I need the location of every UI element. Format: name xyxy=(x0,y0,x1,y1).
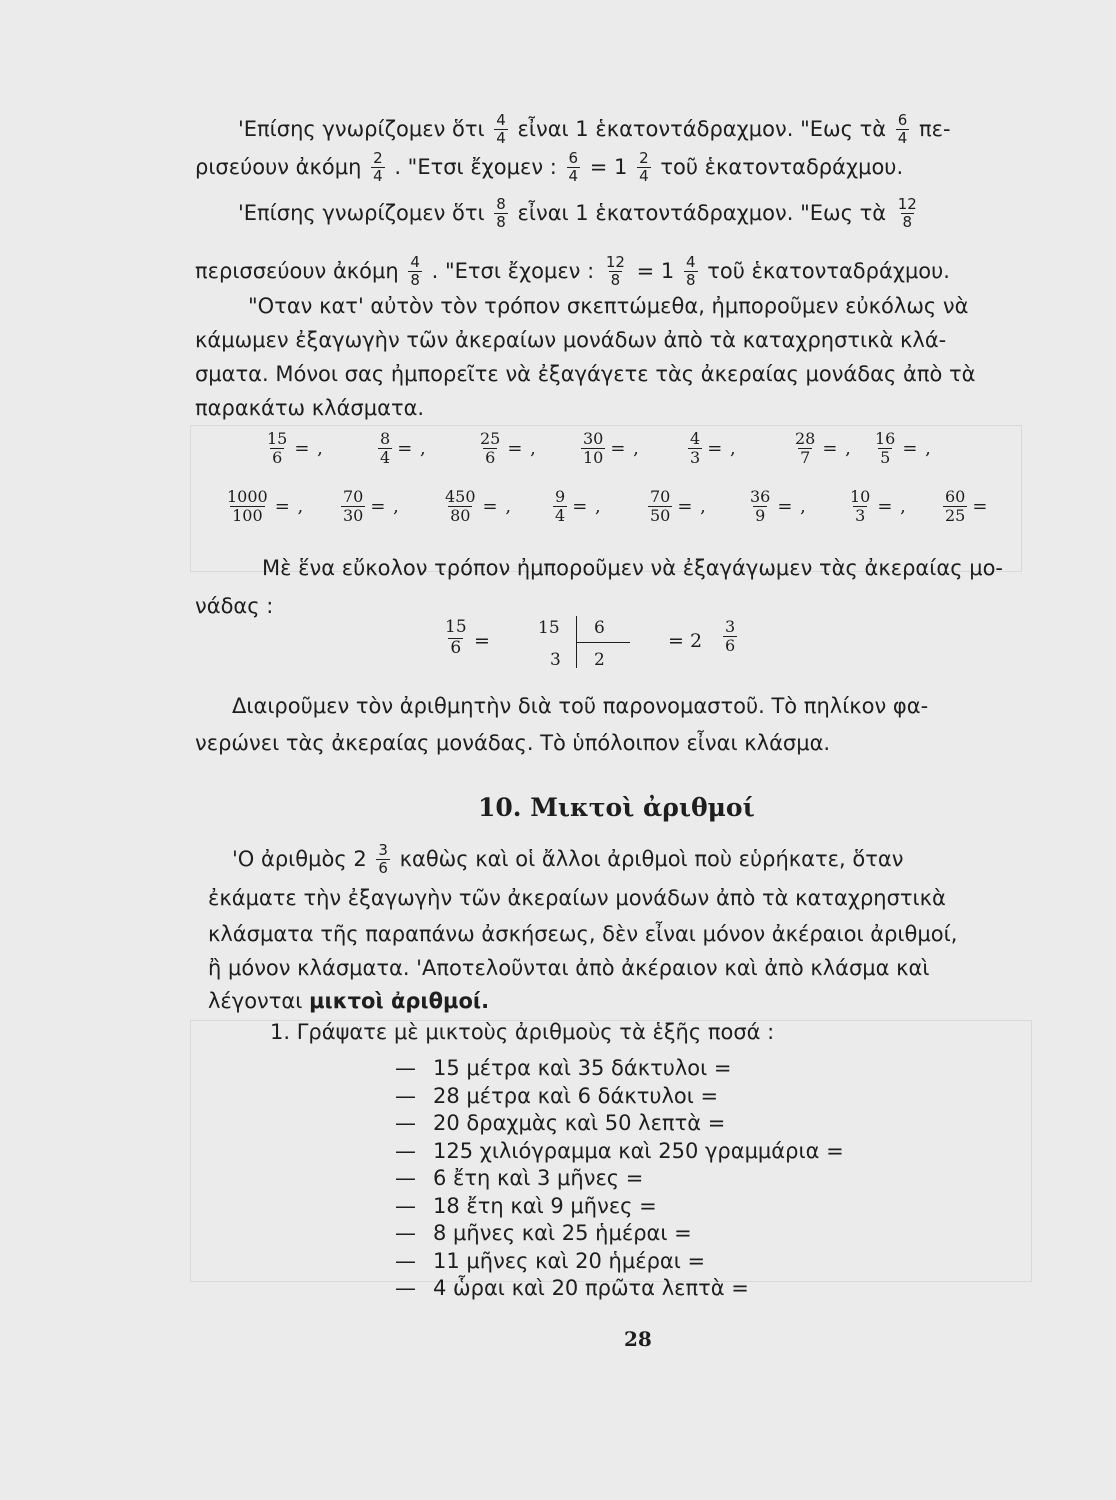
denominator: 4 xyxy=(897,129,908,148)
denominator: 4 xyxy=(380,448,391,468)
section-title: 10. Μικτοὶ ἀριθμοί xyxy=(478,793,755,822)
numerator: 4 xyxy=(685,253,696,271)
text-line: νάδας : xyxy=(195,594,274,618)
fraction-exercise xyxy=(550,488,602,526)
division-example xyxy=(440,616,760,676)
numerator: 4 xyxy=(690,429,701,448)
denominator: 4 xyxy=(639,167,649,186)
list-item-text: 20 δραχμὰς καὶ 50 λεπτὰ = xyxy=(433,1111,726,1135)
denominator: 8 xyxy=(496,213,506,232)
list-dash: — xyxy=(395,1111,416,1135)
fraction-exercise xyxy=(375,430,427,468)
mixed-number-list xyxy=(395,1056,915,1316)
list-dash: — xyxy=(395,1166,416,1190)
numerator: 9 xyxy=(555,487,566,506)
denominator: 80 xyxy=(450,506,471,526)
denominator: 3 xyxy=(690,448,701,468)
fraction xyxy=(371,150,385,186)
list-dash: — xyxy=(395,1083,416,1108)
result-whole: = 2 xyxy=(668,630,703,652)
text-span: τοῦ ἑκατονταδράχμου. xyxy=(660,154,904,179)
numerator: 16 xyxy=(875,429,896,448)
fraction xyxy=(943,488,967,526)
denominator: 25 xyxy=(945,506,966,526)
list-dash: — xyxy=(395,1193,416,1218)
text-line: ἐκάματε τὴν ἐξαγωγὴν τῶν ἀκεραίων μονάδων ἀπὸ τὰ καταχρηστικὰ xyxy=(208,886,946,910)
numerator: 4 xyxy=(410,253,420,271)
list-dash: — xyxy=(395,1221,416,1245)
numerator: 60 xyxy=(945,487,966,506)
division-underline xyxy=(576,642,630,643)
numerator: 70 xyxy=(650,487,671,506)
text-span: . "Ετσι ἔχομεν : xyxy=(431,258,595,283)
fraction xyxy=(684,254,698,290)
denominator: 8 xyxy=(610,271,621,290)
equals-blank: = , xyxy=(777,496,807,518)
text-span: 'Ο ἀριθμὸς 2 xyxy=(232,846,367,871)
denominator: 8 xyxy=(902,213,913,232)
numerator: 2 xyxy=(639,149,649,167)
text-line: νερώνει τὰς ἀκεραίας μονάδας. Τὸ ὑπόλοιπον εἶναι κλάσμα. xyxy=(195,731,831,755)
fraction xyxy=(637,150,651,186)
equals-blank: = , xyxy=(507,438,537,460)
fraction-exercise xyxy=(222,488,304,526)
fraction xyxy=(648,488,672,526)
text-span: ρισεύουν ἀκόμη xyxy=(195,154,362,179)
denominator: 8 xyxy=(410,271,420,290)
numerator: 12 xyxy=(605,253,625,271)
fraction-exercise xyxy=(578,430,640,468)
fraction xyxy=(896,196,919,232)
list-item-text: 8 μῆνες καὶ 25 ἡμέραι = xyxy=(433,1221,692,1245)
numerator: 1000 xyxy=(227,487,268,506)
text-span: 'Επίσης γνωρίζομεν ὅτι xyxy=(238,200,485,225)
equals-blank: = , xyxy=(572,496,602,518)
dividend: 15 xyxy=(538,618,560,638)
fraction xyxy=(553,488,567,526)
equals-blank: = , xyxy=(877,496,907,518)
numerator: 6 xyxy=(897,111,908,129)
fraction-exercise xyxy=(475,430,537,468)
equals-blank: = , xyxy=(294,438,324,460)
numerator: 450 xyxy=(445,487,476,506)
fraction-exercise-row xyxy=(0,488,1116,538)
list-dash: — xyxy=(395,1248,416,1273)
denominator: 8 xyxy=(685,271,696,290)
equals-blank: = , xyxy=(397,438,427,460)
list-item-text: 4 ὧραι καὶ 20 πρῶτα λεπτὰ = xyxy=(433,1276,749,1300)
numerator: 12 xyxy=(897,195,917,213)
list-item xyxy=(395,1166,643,1190)
equals-blank: = xyxy=(972,496,989,518)
fraction xyxy=(581,430,605,468)
numerator: 2 xyxy=(373,149,383,167)
fraction-exercise xyxy=(685,430,737,468)
list-item xyxy=(395,1056,732,1080)
equals-blank: = , xyxy=(274,496,305,518)
text-line: Διαιροῦμεν τὸν ἀριθμητὴν διὰ τοῦ παρονομαστοῦ. Τὸ πηλίκον φα- xyxy=(232,694,929,718)
fraction-exercise xyxy=(745,488,807,526)
list-item-text: 11 μῆνες καὶ 20 ἡμέραι = xyxy=(433,1248,706,1273)
equals-blank: = , xyxy=(822,438,852,460)
fraction xyxy=(793,430,817,468)
fraction xyxy=(848,488,872,526)
fraction xyxy=(688,430,702,468)
fraction xyxy=(873,430,897,468)
text-span: εἶναι 1 ἑκατοντάδραχμον. "Εως τὰ xyxy=(517,116,887,141)
list-dash: — xyxy=(395,1056,416,1080)
numerator: 6 xyxy=(568,149,579,167)
numerator: 25 xyxy=(480,429,501,448)
denominator: 6 xyxy=(725,636,736,656)
fraction-exercise xyxy=(790,430,852,468)
fraction xyxy=(225,488,270,526)
denominator: 6 xyxy=(450,637,462,658)
numerator: 15 xyxy=(267,429,288,448)
fraction xyxy=(896,112,910,148)
list-item-text: 15 μέτρα καὶ 35 δάκτυλοι = xyxy=(433,1056,732,1080)
fraction-exercise xyxy=(940,488,988,526)
equals-blank: = , xyxy=(707,438,737,460)
quotient: 2 xyxy=(594,650,605,670)
list-item xyxy=(395,1249,705,1273)
list-dash: — xyxy=(395,1138,416,1163)
text-line xyxy=(238,196,922,232)
denominator: 50 xyxy=(650,506,671,526)
fraction-exercise xyxy=(440,488,512,526)
numerator: 8 xyxy=(496,195,506,213)
equals-blank: = , xyxy=(610,438,640,460)
text-line: ἢ μόνον κλάσματα. 'Αποτελοῦνται ἀπὸ ἀκέραιον καὶ ἀπὸ κλάσμα καὶ xyxy=(208,956,930,980)
text-line: παρακάτω κλάσματα. xyxy=(195,396,425,420)
equals-blank: = , xyxy=(482,496,513,518)
text-line: σματα. Μόνοι σας ἠμπορεῖτε νὰ ἐξαγάγετε τὰς ἀκεραίας μονάδας ἀπὸ τὰ xyxy=(195,362,976,386)
list-item xyxy=(395,1221,692,1245)
text-span: εἶναι 1 ἑκατοντάδραχμον. "Εως τὰ xyxy=(517,200,887,225)
denominator: 4 xyxy=(373,167,383,186)
fraction xyxy=(604,254,627,290)
list-item-text: 6 ἔτη καὶ 3 μῆνες = xyxy=(433,1166,644,1190)
divisor: 6 xyxy=(594,618,605,638)
equals-blank: = , xyxy=(677,496,707,518)
equals-blank: = , xyxy=(370,496,400,518)
text-line: κλάσματα τῆς παραπάνω ἀσκήσεως, δὲν εἶναι μόνον ἀκέραιοι ἀριθμοί, xyxy=(208,922,958,946)
fraction xyxy=(443,488,478,526)
fraction-exercise xyxy=(845,488,907,526)
fraction xyxy=(408,254,422,290)
denominator: 10 xyxy=(583,448,604,468)
denominator: 6 xyxy=(485,448,496,468)
fraction xyxy=(265,430,289,468)
numerator: 70 xyxy=(343,487,364,506)
exercise-title: 1. Γράψατε μὲ μικτοὺς ἀριθμοὺς τὰ ἑξῆς ποσά : xyxy=(270,1020,775,1044)
equals-blank: = , xyxy=(902,438,932,460)
fraction xyxy=(443,618,469,658)
numerator: 30 xyxy=(583,429,604,448)
text-span: . "Ετσι ἔχομεν : xyxy=(394,154,557,179)
denominator: 100 xyxy=(232,506,263,526)
text-line xyxy=(238,112,951,148)
fraction-exercise xyxy=(338,488,400,526)
text-line xyxy=(232,842,903,878)
text-line: "Οταν κατ' αὐτὸν τὸν τρόπον σκεπτώμεθα, ἠμποροῦμεν εὐκόλως νὰ xyxy=(248,294,969,318)
text-line xyxy=(195,150,903,186)
numerator: 3 xyxy=(725,617,736,636)
denominator: 30 xyxy=(343,506,364,526)
text-span: λέγονται xyxy=(208,989,303,1013)
text-line xyxy=(208,991,489,1012)
fraction xyxy=(723,618,737,656)
text-span: = 1 xyxy=(636,258,675,283)
list-item xyxy=(395,1194,657,1218)
text-line xyxy=(195,254,950,290)
text-line: κάμωμεν ἐξαγωγὴν τῶν ἀκεραίων μονάδων ἀπὸ τὰ καταχρηστικὰ κλά- xyxy=(195,328,947,352)
text-span: 'Επίσης γνωρίζομεν ὅτι xyxy=(238,116,485,141)
list-item xyxy=(395,1276,749,1300)
text-line: Μὲ ἕνα εὔκολον τρόπον ἠμποροῦμεν νὰ ἐξαγάγωμεν τὰς ἀκεραίας μο- xyxy=(262,556,1003,580)
denominator: 4 xyxy=(568,167,579,186)
denominator: 6 xyxy=(378,859,388,878)
fraction-exercise xyxy=(645,488,707,526)
denominator: 3 xyxy=(855,506,866,526)
fraction xyxy=(478,430,502,468)
list-item-text: 125 χιλιόγραμμα καὶ 250 γραμμάρια = xyxy=(433,1138,844,1163)
numerator: 3 xyxy=(378,841,388,859)
text-span: περισσεύουν ἀκόμη xyxy=(195,258,399,283)
list-item xyxy=(395,1084,718,1108)
list-item xyxy=(395,1139,844,1163)
denominator: 9 xyxy=(755,506,766,526)
numerator: 4 xyxy=(496,111,506,129)
term-mixed-numbers: μικτοὶ ἀριθμοί. xyxy=(309,989,490,1013)
list-item-text: 28 μέτρα καὶ 6 δάκτυλοι = xyxy=(433,1083,719,1108)
list-item xyxy=(395,1111,725,1135)
list-dash: — xyxy=(395,1276,416,1300)
fraction-exercise xyxy=(262,430,324,468)
text-span: πε- xyxy=(919,116,951,141)
denominator: 6 xyxy=(272,448,283,468)
numerator: 28 xyxy=(795,429,816,448)
numerator: 8 xyxy=(380,429,391,448)
equals-sign: = xyxy=(474,630,490,652)
denominator: 5 xyxy=(880,448,891,468)
fraction xyxy=(567,150,581,186)
fraction xyxy=(378,430,392,468)
numerator: 15 xyxy=(445,617,467,637)
text-span: τοῦ ἑκατονταδράχμου. xyxy=(707,258,950,283)
remainder: 3 xyxy=(550,650,561,670)
denominator: 4 xyxy=(555,506,566,526)
fraction xyxy=(376,842,390,878)
fraction xyxy=(494,196,508,232)
text-span: καθὼς καὶ οἱ ἄλλοι ἀριθμοὶ ποὺ εὑρήκατε, ὅταν xyxy=(399,846,904,871)
fraction-exercise-row xyxy=(0,430,1116,480)
numerator: 10 xyxy=(850,487,871,506)
fraction xyxy=(748,488,772,526)
page-number: 28 xyxy=(624,1327,652,1351)
fraction xyxy=(341,488,365,526)
text-span: = 1 xyxy=(589,154,628,179)
list-item-text: 18 ἔτη καὶ 9 μῆνες = xyxy=(433,1193,657,1218)
denominator: 4 xyxy=(496,129,506,148)
numerator: 36 xyxy=(750,487,771,506)
denominator: 7 xyxy=(800,448,811,468)
fraction-exercise xyxy=(870,430,932,468)
fraction xyxy=(494,112,508,148)
